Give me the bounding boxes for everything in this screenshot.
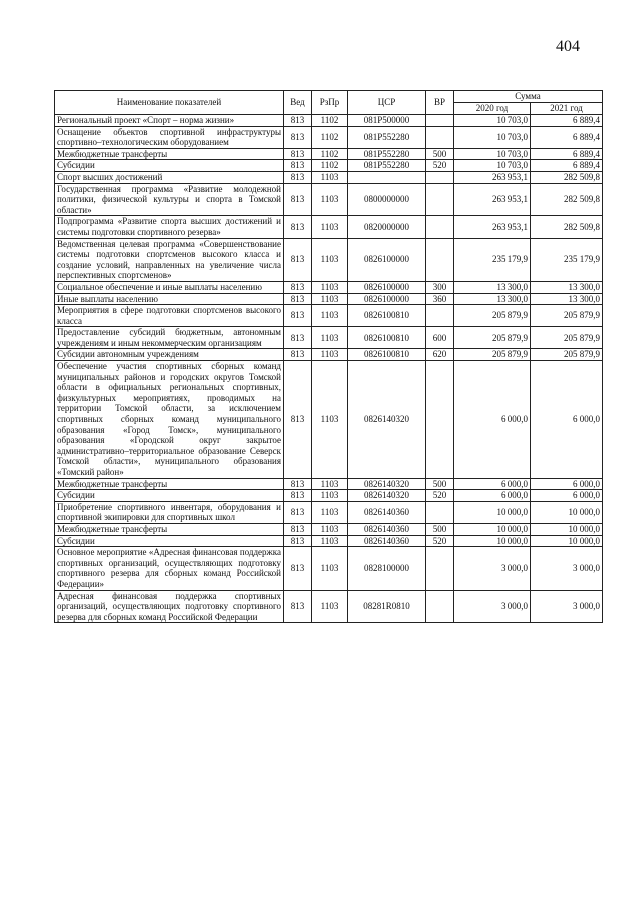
cell-name: Субсидии: [55, 535, 284, 547]
table-row: [55, 115, 603, 127]
table-row: [55, 327, 603, 349]
cell-ved: 813: [284, 216, 312, 238]
table-row: [55, 238, 603, 281]
cell-csr: 0826140360: [348, 523, 426, 535]
cell-2021: 10 000,0: [531, 501, 603, 523]
table-row: [55, 148, 603, 160]
cell-ved: 813: [284, 293, 312, 305]
table-row: [55, 126, 603, 148]
cell-2020: 10 000,0: [454, 535, 531, 547]
cell-vr: [426, 126, 454, 148]
cell-2021: 205 879,9: [531, 349, 603, 361]
table-row: [55, 490, 603, 502]
header-name: Наименование показателей: [55, 91, 284, 115]
cell-ved: 813: [284, 361, 312, 479]
cell-ved: 813: [284, 327, 312, 349]
cell-2021: 6 000,0: [531, 361, 603, 479]
cell-vr: [426, 361, 454, 479]
cell-name: Субсидии: [55, 490, 284, 502]
cell-2020: 263 953,1: [454, 183, 531, 216]
table-row: [55, 171, 603, 183]
cell-rzpr: 1103: [312, 293, 348, 305]
cell-ved: 813: [284, 547, 312, 590]
cell-rzpr: 1103: [312, 478, 348, 490]
cell-ved: 813: [284, 126, 312, 148]
cell-vr: 520: [426, 160, 454, 172]
cell-rzpr: 1103: [312, 590, 348, 623]
cell-rzpr: 1103: [312, 361, 348, 479]
cell-csr: 0826100810: [348, 305, 426, 327]
cell-name: Иные выплаты населению: [55, 293, 284, 305]
cell-vr: 620: [426, 349, 454, 361]
cell-2021: 205 879,9: [531, 305, 603, 327]
cell-2020: 205 879,9: [454, 305, 531, 327]
cell-2021: 10 000,0: [531, 523, 603, 535]
page-number: 404: [556, 38, 580, 55]
cell-rzpr: 1102: [312, 115, 348, 127]
cell-2020: 10 000,0: [454, 501, 531, 523]
cell-name: Ведомственная целевая программа «Совершенствование системы подготовки спортсменов высокого класса и создание условий, направленных на увеличение числа перспективных спортсменов»: [55, 238, 284, 281]
cell-ved: 813: [284, 238, 312, 281]
cell-csr: 0826140320: [348, 490, 426, 502]
cell-ved: 813: [284, 523, 312, 535]
cell-2020: 263 953,1: [454, 171, 531, 183]
cell-rzpr: 1102: [312, 148, 348, 160]
cell-rzpr: 1103: [312, 327, 348, 349]
table-row: [55, 478, 603, 490]
cell-2020: 10 000,0: [454, 523, 531, 535]
table-row: [55, 305, 603, 327]
table-row: [55, 547, 603, 590]
cell-rzpr: 1103: [312, 281, 348, 293]
cell-2021: 205 879,9: [531, 327, 603, 349]
cell-csr: 081P552280: [348, 148, 426, 160]
cell-2020: 205 879,9: [454, 327, 531, 349]
cell-csr: 0828100000: [348, 547, 426, 590]
header-year-2020: 2020 год: [454, 103, 531, 115]
cell-2021: 282 509,8: [531, 183, 603, 216]
cell-ved: 813: [284, 160, 312, 172]
cell-rzpr: 1103: [312, 490, 348, 502]
table-row: [55, 160, 603, 172]
cell-2021: 6 889,4: [531, 126, 603, 148]
table-row: [55, 590, 603, 623]
cell-csr: 0826140360: [348, 535, 426, 547]
cell-csr: [348, 171, 426, 183]
cell-name: Спорт высших достижений: [55, 171, 284, 183]
cell-vr: [426, 547, 454, 590]
cell-2020: 13 300,0: [454, 293, 531, 305]
cell-csr: 0826100000: [348, 281, 426, 293]
cell-2021: 10 000,0: [531, 535, 603, 547]
cell-2020: 235 179,9: [454, 238, 531, 281]
cell-ved: 813: [284, 501, 312, 523]
cell-2020: 3 000,0: [454, 547, 531, 590]
cell-ved: 813: [284, 478, 312, 490]
cell-name: Межбюджетные трансферты: [55, 148, 284, 160]
table-row: [55, 523, 603, 535]
cell-name: Межбюджетные трансферты: [55, 478, 284, 490]
cell-rzpr: 1102: [312, 126, 348, 148]
header-vr: ВР: [426, 91, 454, 115]
table-header: [55, 91, 603, 115]
cell-vr: [426, 171, 454, 183]
table-row: [55, 361, 603, 479]
cell-vr: 360: [426, 293, 454, 305]
cell-vr: 600: [426, 327, 454, 349]
cell-2021: 282 509,8: [531, 171, 603, 183]
cell-rzpr: 1102: [312, 160, 348, 172]
cell-vr: [426, 216, 454, 238]
cell-2021: 13 300,0: [531, 293, 603, 305]
cell-ved: 813: [284, 171, 312, 183]
cell-vr: 520: [426, 535, 454, 547]
cell-2020: 263 953,1: [454, 216, 531, 238]
budget-table: [54, 90, 603, 623]
cell-2021: 6 889,4: [531, 160, 603, 172]
cell-2020: 6 000,0: [454, 490, 531, 502]
cell-vr: [426, 501, 454, 523]
header-ved: Вед: [284, 91, 312, 115]
cell-name: Субсидии автономным учреждениям: [55, 349, 284, 361]
cell-csr: 08281R0810: [348, 590, 426, 623]
cell-2020: 6 000,0: [454, 478, 531, 490]
cell-rzpr: 1103: [312, 523, 348, 535]
cell-rzpr: 1103: [312, 171, 348, 183]
cell-2021: 6 889,4: [531, 148, 603, 160]
cell-vr: [426, 115, 454, 127]
cell-name: Основное мероприятие «Адресная финансовая поддержка спортивных организаций, осуществляющих подготовку спортивного резерва для сборных команд Российской Федерации»: [55, 547, 284, 590]
cell-rzpr: 1103: [312, 535, 348, 547]
header-sum: Сумма: [454, 91, 603, 103]
table-row: [55, 501, 603, 523]
cell-rzpr: 1103: [312, 238, 348, 281]
cell-ved: 813: [284, 349, 312, 361]
cell-name: Адресная финансовая поддержка спортивных организаций, осуществляющих подготовку спортивного резерва для сборных команд Российской Федерации: [55, 590, 284, 623]
cell-csr: 0826100810: [348, 327, 426, 349]
header-rzpr: РзПр: [312, 91, 348, 115]
cell-2020: 10 703,0: [454, 126, 531, 148]
cell-2020: 6 000,0: [454, 361, 531, 479]
cell-vr: 520: [426, 490, 454, 502]
table-row: [55, 535, 603, 547]
cell-rzpr: 1103: [312, 547, 348, 590]
cell-csr: 081P552280: [348, 160, 426, 172]
table-row: [55, 349, 603, 361]
cell-rzpr: 1103: [312, 305, 348, 327]
cell-2021: 3 000,0: [531, 590, 603, 623]
cell-rzpr: 1103: [312, 501, 348, 523]
cell-2021: 6 889,4: [531, 115, 603, 127]
table-row: [55, 183, 603, 216]
cell-2020: 10 703,0: [454, 148, 531, 160]
table-row: [55, 216, 603, 238]
cell-2020: 3 000,0: [454, 590, 531, 623]
cell-vr: [426, 183, 454, 216]
table-row: [55, 281, 603, 293]
cell-ved: 813: [284, 115, 312, 127]
cell-ved: 813: [284, 590, 312, 623]
cell-vr: [426, 590, 454, 623]
cell-ved: 813: [284, 490, 312, 502]
cell-name: Государственная программа «Развитие молодежной политики, физической культуры и спорта в Томской области»: [55, 183, 284, 216]
header-year-2021: 2021 год: [531, 103, 603, 115]
cell-2020: 205 879,9: [454, 349, 531, 361]
cell-ved: 813: [284, 535, 312, 547]
cell-2021: 282 509,8: [531, 216, 603, 238]
cell-csr: 0826140360: [348, 501, 426, 523]
cell-csr: 081P500000: [348, 115, 426, 127]
cell-name: Межбюджетные трансферты: [55, 523, 284, 535]
cell-csr: 0826100000: [348, 238, 426, 281]
cell-2021: 13 300,0: [531, 281, 603, 293]
cell-rzpr: 1103: [312, 349, 348, 361]
cell-2021: 3 000,0: [531, 547, 603, 590]
cell-name: Субсидии: [55, 160, 284, 172]
cell-2020: 10 703,0: [454, 115, 531, 127]
cell-ved: 813: [284, 183, 312, 216]
cell-vr: 500: [426, 478, 454, 490]
cell-name: Обеспечение участия спортивных сборных команд муниципальных районов и городских округов Томской области в официальных региональных спортивных, физкультурных мероприятиях, проводимых на территории Томской области, за исключением спортивных сборных команд муниципального образования «Город Томск», муниципального образования «Городской округ закрытое административно–территориальное образование Северск Томской области», муниципального образования «Томский район»: [55, 361, 284, 479]
cell-2020: 13 300,0: [454, 281, 531, 293]
cell-csr: 0800000000: [348, 183, 426, 216]
cell-ved: 813: [284, 305, 312, 327]
cell-csr: 0826140320: [348, 361, 426, 479]
cell-csr: 0826100000: [348, 293, 426, 305]
cell-ved: 813: [284, 281, 312, 293]
cell-csr: 0820000000: [348, 216, 426, 238]
table-body: [55, 115, 603, 623]
cell-name: Подпрограмма «Развитие спорта высших достижений и системы подготовки спортивного резерва»: [55, 216, 284, 238]
cell-vr: [426, 305, 454, 327]
table-row: [55, 293, 603, 305]
cell-vr: 300: [426, 281, 454, 293]
cell-csr: 0826140320: [348, 478, 426, 490]
cell-rzpr: 1103: [312, 183, 348, 216]
cell-ved: 813: [284, 148, 312, 160]
cell-rzpr: 1103: [312, 216, 348, 238]
cell-name: Оснащение объектов спортивной инфраструктуры спортивно–технологическим оборудованием: [55, 126, 284, 148]
cell-vr: 500: [426, 523, 454, 535]
cell-name: Предоставление субсидий бюджетным, автономным учреждениям и иным некоммерческим организациям: [55, 327, 284, 349]
cell-csr: 0826100810: [348, 349, 426, 361]
header-csr: ЦСР: [348, 91, 426, 115]
cell-vr: 500: [426, 148, 454, 160]
cell-2021: 6 000,0: [531, 490, 603, 502]
cell-name: Социальное обеспечение и иные выплаты населению: [55, 281, 284, 293]
cell-name: Региональный проект «Спорт – норма жизни»: [55, 115, 284, 127]
cell-2021: 6 000,0: [531, 478, 603, 490]
cell-vr: [426, 238, 454, 281]
cell-name: Приобретение спортивного инвентаря, оборудования и спортивной экипировки для спортивных школ: [55, 501, 284, 523]
cell-name: Мероприятия в сфере подготовки спортсменов высокого класса: [55, 305, 284, 327]
cell-2020: 10 703,0: [454, 160, 531, 172]
cell-csr: 081P552280: [348, 126, 426, 148]
cell-2021: 235 179,9: [531, 238, 603, 281]
